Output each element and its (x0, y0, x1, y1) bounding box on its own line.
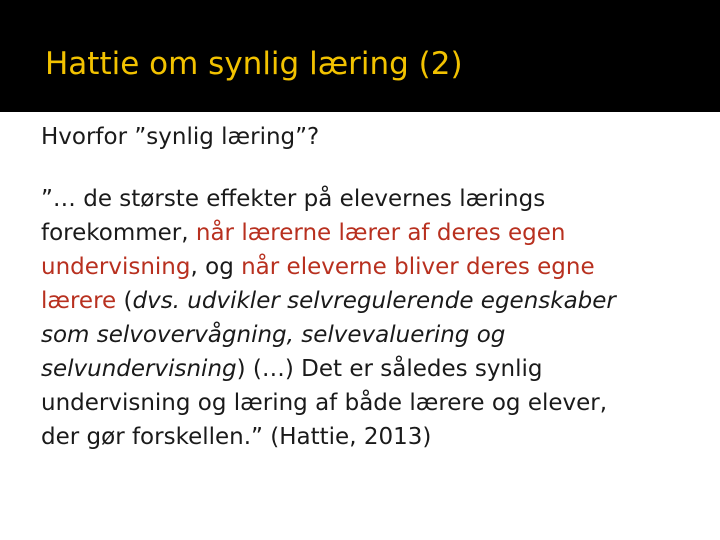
quote-emphasis-text: når eleverne bliver deres egne (241, 254, 595, 280)
quote-text: , og (190, 254, 242, 280)
quote-line (41, 216, 711, 250)
quote-emphasis-text: lærere (41, 288, 117, 314)
quote-text: ( (116, 288, 133, 314)
quote-line (41, 250, 711, 284)
question-text: Hvorfor ”synlig læring”? (41, 124, 320, 150)
quote-text: ”… de største effekter på elevernes lærings (41, 186, 546, 212)
quote-line (41, 182, 711, 216)
quote-line (41, 284, 711, 318)
quote-text: undervisning og læring af både lærere og elever, (41, 390, 608, 416)
quote-text: forekommer, (41, 220, 196, 246)
quote-text: der gør forskellen.” (Hattie, 2013) (41, 424, 432, 450)
quote-italic-text: som selvovervågning, selvevaluering og (41, 322, 506, 348)
quote-line (41, 386, 711, 420)
quote-paragraph (41, 182, 711, 454)
quote-text: ) (…) Det er således synlig (236, 356, 543, 382)
quote-emphasis-text: når lærerne lærer af deres egen (195, 220, 566, 246)
slide-body (41, 120, 711, 454)
slide-title: Hattie om synlig læring (2) (45, 46, 463, 82)
quote-italic-text: dvs. udvikler selvregulerende egenskaber (132, 288, 616, 314)
quote-italic-text: selvundervisning (41, 356, 237, 382)
quote-line (41, 420, 711, 454)
quote-line (41, 318, 711, 352)
quote-line (41, 352, 711, 386)
title-bar (0, 0, 720, 112)
quote-emphasis-text: undervisning (41, 254, 191, 280)
